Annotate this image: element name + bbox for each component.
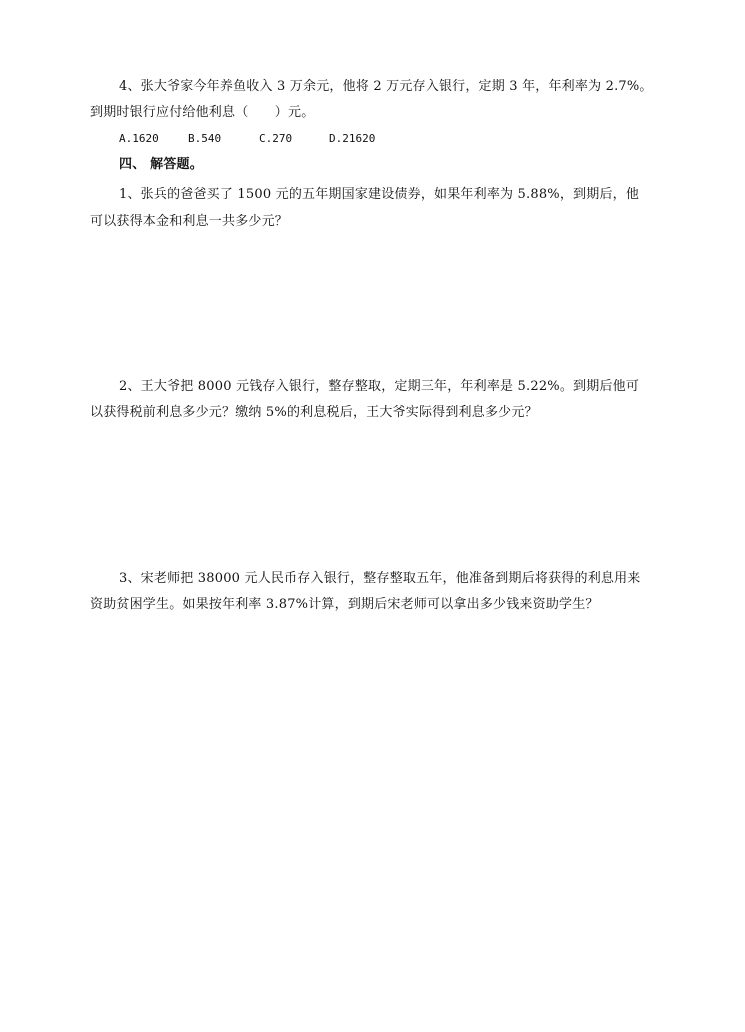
option-c: C.270 bbox=[259, 132, 293, 145]
section-heading: 四、 解答题。 bbox=[119, 157, 203, 172]
option-b: B.540 bbox=[188, 132, 222, 145]
question-4-text-line1: 4、张大爷家今年养鱼收入 3 万余元，他将 2 万元存入银行，定期 3 年，年利率为 2.7%。 bbox=[119, 79, 653, 94]
problem-1-line1: 1、张兵的爸爸买了 1500 元的五年期国家建设债券，如果年利率为 5.88%，到期后，他 bbox=[119, 187, 640, 202]
question-4-options bbox=[119, 130, 375, 148]
problem-2-line2: 以获得税前利息多少元？缴纳 5%的利息税后，王大爷实际得到利息多少元？ bbox=[90, 405, 538, 420]
option-d: D.21620 bbox=[329, 132, 376, 145]
problem-1-line2: 可以获得本金和利息一共多少元？ bbox=[90, 214, 289, 229]
problem-2-line1: 2、王大爷把 8000 元钱存入银行，整存整取，定期三年，年利率是 5.22%。到期后他可 bbox=[119, 379, 640, 394]
question-4-text-line2: 到期时银行应付给他利息（ ）元。 bbox=[90, 105, 315, 120]
problem-3-line2: 资助贫困学生。如果按年利率 3.87%计算，到期后宋老师可以拿出多少钱来资助学生？ bbox=[90, 597, 599, 612]
problem-3-line1: 3、宋老师把 38000 元人民币存入银行，整存整取五年，他准备到期后将获得的利息用来 bbox=[119, 571, 641, 586]
option-a: A.1620 bbox=[119, 132, 159, 145]
